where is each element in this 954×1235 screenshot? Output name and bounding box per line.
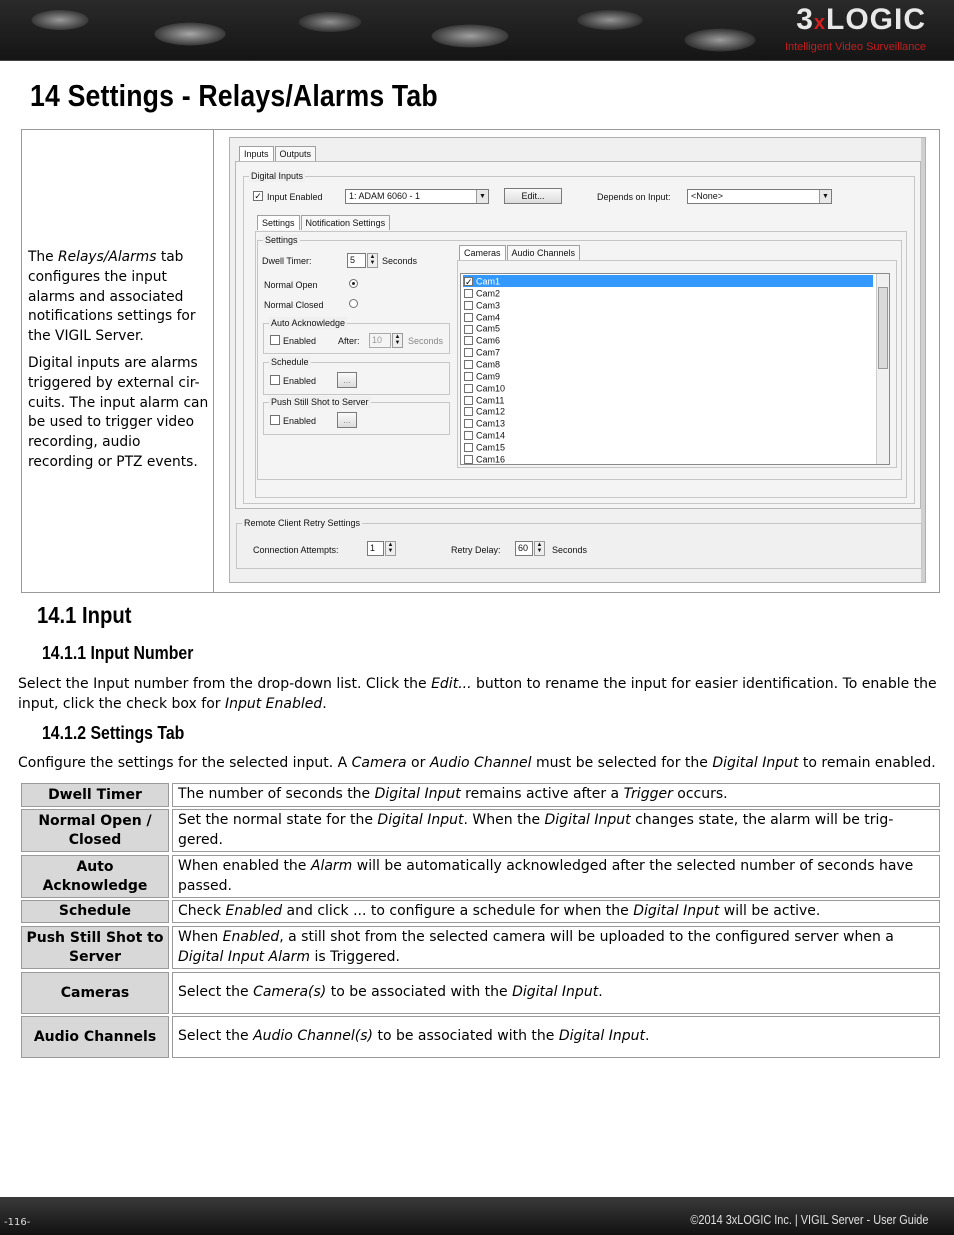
camera-list — [460, 273, 890, 465]
camera-label: Cam2 — [476, 288, 501, 299]
retry-delay-label: Retry Delay: — [451, 545, 501, 555]
camera-checkbox[interactable] — [464, 396, 473, 405]
camera-checkbox[interactable] — [464, 360, 473, 369]
table-row — [21, 809, 940, 852]
dwell-timer-input[interactable]: 5 — [347, 253, 366, 268]
row-label-auto-acknowledge: Auto Acknowledge — [21, 855, 169, 898]
digital-inputs-title: Digital Inputs — [251, 171, 304, 181]
camera-checkbox[interactable] — [464, 325, 473, 334]
table-row — [21, 900, 940, 923]
normal-closed-radio[interactable] — [349, 299, 358, 308]
auto-ack-enabled-label: Enabled — [283, 336, 317, 346]
retry-spin-arrows[interactable]: ▲ ▼ — [534, 541, 545, 556]
camera-label: Cam11 — [476, 395, 505, 406]
camera-list-item[interactable] — [463, 429, 873, 441]
camera-checkbox[interactable] — [464, 313, 473, 322]
camera-list-item[interactable] — [463, 417, 873, 429]
page-title: 14 Settings - Relays/Alarms Tab — [30, 78, 438, 113]
row-label-normal-open-closed: Normal Open / Closed — [21, 809, 169, 852]
row-desc-schedule: Check Enabled and click ... to configure a schedule for when the Digital Input will be active. — [172, 900, 940, 923]
connection-attempts-input[interactable]: 1 — [367, 541, 384, 556]
tab-audio-channels[interactable]: Audio Channels — [507, 245, 581, 260]
camera-list-item[interactable] — [463, 453, 873, 465]
camera-checkbox[interactable] — [464, 372, 473, 381]
camera-checkbox[interactable] — [464, 443, 473, 452]
camera-list-item[interactable] — [463, 394, 873, 406]
after-seconds-label: Seconds — [408, 336, 444, 346]
camera-checkbox[interactable] — [464, 431, 473, 440]
settings-tab-paragraph: Configure the settings for the selected input. A Camera or Audio Channel must be selected for the Digital Input to remain enabled. — [18, 755, 936, 771]
camera-label: Cam7 — [476, 347, 501, 358]
connection-attempts-label: Connection Attempts: — [253, 545, 339, 555]
page-number: -116- — [4, 1217, 31, 1228]
intro-table — [21, 129, 940, 593]
row-desc-auto-acknowledge: When enabled the Alarm will be automatically acknowledged after the selected number of seconds have passed. — [172, 855, 940, 898]
schedule-enabled-checkbox[interactable] — [270, 375, 280, 385]
screenshot-cell — [216, 130, 939, 592]
after-seconds-input[interactable]: 10 — [369, 333, 391, 348]
push-configure-button[interactable]: ... — [337, 412, 357, 428]
after-label: After: — [338, 336, 360, 346]
connection-spin-arrows[interactable]: ▲ ▼ — [385, 541, 396, 556]
tab-inputs[interactable]: Inputs — [239, 146, 274, 161]
tab-cameras[interactable]: Cameras — [459, 245, 506, 260]
camera-checkbox[interactable] — [464, 407, 473, 416]
input-number-paragraph: Select the Input number from the drop-down list. Click the Edit... button to rename the input for easier identification. To enable the input, click the check box for Input Enabled. — [18, 676, 937, 712]
schedule-configure-button[interactable]: ... — [337, 372, 357, 388]
camera-label: Cam9 — [476, 371, 501, 382]
camera-list-item[interactable] — [463, 334, 873, 346]
heading-settings-tab: 14.1.2 Settings Tab — [42, 723, 185, 743]
camera-checkbox[interactable] — [464, 348, 473, 357]
camera-list-item[interactable] — [463, 346, 873, 358]
camera-list-scrollbar[interactable] — [876, 274, 889, 464]
auto-acknowledge-title: Auto Acknowledge — [271, 318, 346, 328]
intro-description-cell — [22, 130, 214, 592]
input-select[interactable]: 1: ADAM 6060 - 1 ▼ — [345, 189, 489, 204]
camera-list-item[interactable] — [463, 275, 873, 287]
heading-input-number: 14.1.1 Input Number — [42, 643, 194, 663]
row-desc-cameras: Select the Camera(s) to be associated with the Digital Input. — [172, 972, 940, 1014]
camera-list-item[interactable] — [463, 287, 873, 299]
camera-label: Cam16 — [476, 454, 506, 465]
camera-label: Cam10 — [476, 383, 506, 394]
push-still-shot-title: Push Still Shot to Server — [271, 397, 369, 407]
chevron-down-icon: ▼ — [819, 190, 831, 203]
section-heading-input: 14.1 Input — [37, 602, 132, 628]
intro-paragraph-2: Digital inputs are alarms triggered by external cir-cuits. The input alarm can be used to trigger video recording, audio recording or PTZ events. — [28, 354, 209, 470]
table-row — [21, 783, 940, 807]
row-desc-audio-channels: Select the Audio Channel(s) to be associated with the Digital Input. — [172, 1016, 940, 1058]
camera-list-item[interactable] — [463, 311, 873, 323]
camera-checkbox[interactable] — [464, 336, 473, 345]
edit-button[interactable]: Edit... — [504, 188, 562, 204]
camera-checkbox[interactable] — [464, 419, 473, 428]
page-footer — [0, 1197, 954, 1235]
camera-label: Cam8 — [476, 359, 501, 370]
logo-tagline: Intelligent Video Surveillance — [784, 41, 926, 53]
depends-on-input-label: Depends on Input: — [597, 192, 671, 202]
tab-outputs[interactable]: Outputs — [275, 146, 317, 161]
company-logo: 3xLOGIC Intelligent Video Surveillance — [784, 3, 926, 53]
camera-checkbox[interactable] — [464, 301, 473, 310]
row-desc-normal-open-closed: Set the normal state for the Digital Input. When the Digital Input changes state, the alarm will be trig-gered. — [172, 809, 940, 852]
push-enabled-checkbox[interactable] — [270, 415, 280, 425]
input-enabled-label: Input Enabled — [267, 192, 323, 202]
camera-list-item[interactable] — [463, 358, 873, 370]
normal-open-radio[interactable] — [349, 279, 358, 288]
table-row — [21, 926, 940, 969]
camera-list-item[interactable] — [463, 370, 873, 382]
footer-copyright: ©2014 3xLOGIC Inc. | VIGIL Server - User Guide — [689, 1212, 928, 1227]
remote-client-retry-title: Remote Client Retry Settings — [244, 518, 361, 528]
header-banner — [0, 0, 954, 61]
table-row — [21, 1016, 940, 1058]
tab-settings[interactable]: Settings — [257, 215, 300, 230]
normal-closed-label: Normal Closed — [264, 300, 324, 310]
camera-list-item[interactable] — [463, 405, 873, 417]
camera-checkbox[interactable] — [464, 384, 473, 393]
schedule-title: Schedule — [271, 357, 309, 367]
row-label-audio-channels: Audio Channels — [21, 1016, 169, 1058]
camera-label: Cam1 — [476, 276, 501, 287]
depends-on-input-select[interactable]: <None> ▼ — [687, 189, 832, 204]
after-spin-arrows[interactable]: ▲ ▼ — [392, 333, 403, 348]
camera-list-item[interactable] — [463, 441, 873, 453]
camera-label: Cam5 — [476, 324, 501, 335]
camera-checkbox[interactable] — [464, 455, 473, 464]
camera-checkbox[interactable] — [464, 289, 473, 298]
table-row — [21, 855, 940, 898]
camera-label: Cam13 — [476, 418, 506, 429]
camera-checkbox[interactable]: ✓ — [465, 277, 473, 288]
retry-delay-input[interactable]: 60 — [515, 541, 533, 556]
row-label-cameras: Cameras — [21, 972, 169, 1014]
dwell-timer-label: Dwell Timer: — [262, 256, 312, 266]
camera-label: Cam4 — [476, 312, 501, 323]
relays-alarms-dialog — [229, 137, 926, 583]
settings-group-title: Settings — [265, 235, 298, 245]
camera-label: Cam14 — [476, 430, 506, 441]
dwell-seconds-label: Seconds — [382, 256, 418, 266]
retry-delay-unit: Seconds — [552, 545, 588, 555]
camera-label: Cam15 — [476, 442, 506, 453]
row-label-dwell-timer: Dwell Timer — [21, 783, 169, 807]
tab-notification-settings[interactable]: Notification Settings — [301, 215, 391, 230]
camera-label: Cam3 — [476, 300, 501, 311]
intro-paragraph-1: The Relays/Alarms tab configures the input alarms and associated notifications settings for the VIGIL Server. — [28, 249, 196, 345]
normal-open-label: Normal Open — [264, 280, 318, 290]
camera-label: Cam12 — [476, 406, 506, 417]
camera-label: Cam6 — [476, 335, 501, 346]
input-enabled-checkbox[interactable]: ✓ — [254, 191, 262, 201]
schedule-enabled-label: Enabled — [283, 376, 317, 386]
row-desc-push-still-shot: When Enabled, a still shot from the selected camera will be uploaded to the configured server when a Digital Input Alarm is Triggered. — [172, 926, 940, 969]
row-desc-dwell-timer: The number of seconds the Digital Input remains active after a Trigger occurs. — [172, 783, 940, 807]
camera-list-item[interactable] — [463, 382, 873, 394]
row-label-schedule: Schedule — [21, 900, 169, 923]
table-row — [21, 972, 940, 1014]
dwell-spin-arrows[interactable]: ▲ ▼ — [367, 253, 378, 268]
auto-ack-enabled-checkbox[interactable] — [270, 335, 280, 345]
camera-list-item[interactable] — [463, 322, 873, 334]
row-label-push-still-shot: Push Still Shot to Server — [21, 926, 169, 969]
chevron-down-icon: ▼ — [476, 190, 488, 203]
camera-list-item[interactable] — [463, 299, 873, 311]
push-enabled-label: Enabled — [283, 416, 317, 426]
